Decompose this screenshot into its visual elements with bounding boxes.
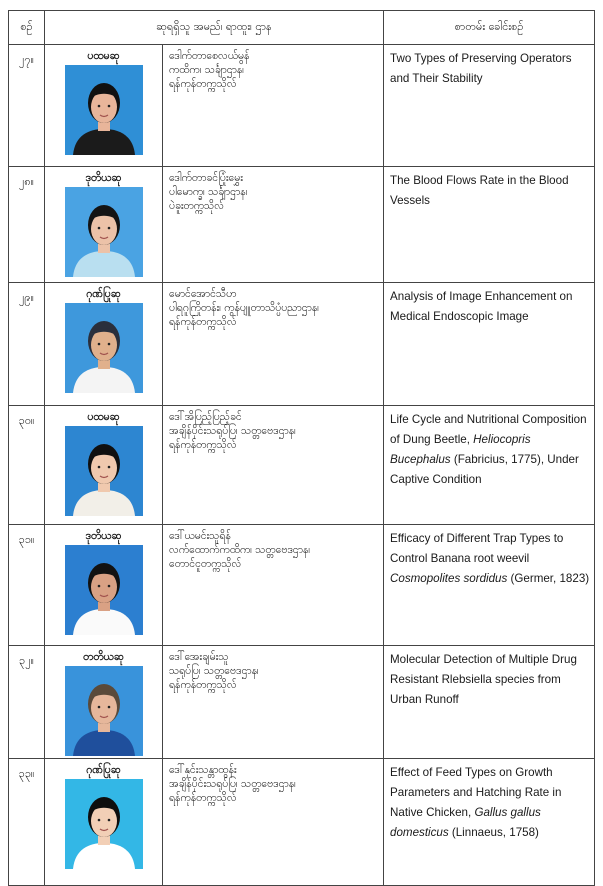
table-row <box>9 525 595 646</box>
header-title: စာတမ်း ခေါင်းစဉ် <box>384 11 595 45</box>
title-part: Effect of Feed Types on Growth Parameters and Hatching Rate in Native Chicken, <box>390 766 562 819</box>
winner-position: ပါမောက္ခ၊ သင်္ချာဌာန၊ <box>169 186 248 198</box>
winner-portrait <box>65 187 143 277</box>
winner-university: ရန်ကုန်တက္ကသိုလ် <box>169 792 237 804</box>
winner-photo-cell <box>45 167 163 283</box>
prize-label: ဒုတိယဆု <box>85 172 122 184</box>
winner-name: ဒေါက်တာစေလယ်မွန် <box>169 50 250 62</box>
winner-info-cell <box>163 406 384 525</box>
winner-university: ရန်ကုန်တက္ကသိုလ် <box>169 78 237 90</box>
paper-title <box>384 406 595 525</box>
table-row <box>9 45 595 167</box>
prize-label: ဂုဏ်ပြုဆု <box>86 764 121 776</box>
title-part: Gallus gallus domesticus <box>390 806 541 839</box>
title-part: Cosmopolites sordidus <box>390 572 508 585</box>
winner-position: အချိန်ပိုင်းသရုပ်ပြ၊ သတ္တဗေဒဌာန၊ <box>169 778 296 790</box>
header-no: စဉ် <box>9 11 45 45</box>
title-part: (Germer, 1823) <box>507 572 590 585</box>
winner-university: ရန်ကုန်တက္ကသိုလ် <box>169 439 237 451</box>
winner-position: ကထိက၊ သင်္ချာဌာန၊ <box>169 64 244 76</box>
winner-portrait <box>65 65 143 155</box>
row-number: ၃၀။ <box>9 406 45 525</box>
winner-name: ဒေါ်အေးချမ်းသူ <box>169 651 229 663</box>
winner-name: မောင်အောင်သီဟ <box>169 288 237 300</box>
winner-portrait <box>65 666 143 756</box>
winner-portrait <box>65 545 143 635</box>
paper-title <box>384 759 595 886</box>
winner-photo-cell <box>45 283 163 406</box>
winner-university: ပဲခူးတက္ကသိုလ် <box>169 200 225 212</box>
winner-name: ဒေါက်တာခင်ပြုံးမွှေး <box>169 172 243 184</box>
title-part: Analysis of Image Enhancement on Medical Endoscopic Image <box>390 290 573 323</box>
winner-portrait <box>65 779 143 869</box>
winner-info-cell <box>163 283 384 406</box>
prize-label: တတိယဆု <box>83 651 124 663</box>
row-number: ၃၃။ <box>9 759 45 886</box>
winner-photo-cell <box>45 525 163 646</box>
winner-position: အချိန်ပိုင်းသရုပ်ပြ၊ သတ္တဗေဒဌာန၊ <box>169 425 296 437</box>
row-number: ၃၁။ <box>9 525 45 646</box>
title-part: Life Cycle and Nutritional Composition of Dung Beetle, <box>390 413 587 446</box>
prize-label: ဂုဏ်ပြုဆု <box>86 288 121 300</box>
winner-photo-cell <box>45 406 163 525</box>
header-winner: ဆုရရှိသူ အမည်၊ ရာထူး၊ ဌာန <box>45 11 384 45</box>
row-number: ၂၉။ <box>9 283 45 406</box>
prize-label: ပထမဆု <box>87 50 120 62</box>
paper-title <box>384 45 595 167</box>
winner-info-cell <box>163 167 384 283</box>
winner-position: သရုပ်ပြ၊ သတ္တဗေဒဌာန၊ <box>169 665 259 677</box>
winner-photo-cell <box>45 45 163 167</box>
title-part: Efficacy of Different Trap Types to Control Banana root weevil <box>390 532 564 565</box>
winner-photo-cell <box>45 759 163 886</box>
winner-name: ဒေါ်နှင်းသန္တာထွန်း <box>169 764 237 776</box>
title-part: Molecular Detection of Multiple Drug Resistant Rlebsiella species from Urban Runoff <box>390 653 577 706</box>
winner-info-cell <box>163 525 384 646</box>
winner-name: ဒေါ်ယမင်းသူရိန် <box>169 530 231 542</box>
prize-label: ပထမဆု <box>87 411 120 423</box>
awards-table <box>8 10 595 886</box>
winner-position: လက်ထောက်ကထိက၊ သတ္တဗေဒဌာန၊ <box>169 544 311 556</box>
paper-title <box>384 283 595 406</box>
table-row <box>9 283 595 406</box>
winner-photo-cell <box>45 646 163 759</box>
title-part: (Fabricius, 1775), Under Captive Condition <box>390 453 579 486</box>
table-row <box>9 646 595 759</box>
title-part: The Blood Flows Rate in the Blood Vessels <box>390 174 569 207</box>
table-row <box>9 759 595 886</box>
winner-university: ရန်ကုန်တက္ကသိုလ် <box>169 679 237 691</box>
title-part: (Linnaeus, 1758) <box>448 826 539 839</box>
row-number: ၃၂။ <box>9 646 45 759</box>
winner-info-cell <box>163 45 384 167</box>
winner-portrait <box>65 303 143 393</box>
row-number: ၂၇။ <box>9 45 45 167</box>
title-part: Heliocopris Bucephalus <box>390 433 531 466</box>
winner-university: တောင်ငူတက္ကသိုလ် <box>169 558 242 570</box>
table-row <box>9 406 595 525</box>
table-row <box>9 167 595 283</box>
winner-university: ရန်ကုန်တက္ကသိုလ် <box>169 316 237 328</box>
table-header-row <box>9 11 595 45</box>
paper-title <box>384 525 595 646</box>
winner-info-cell <box>163 646 384 759</box>
paper-title <box>384 167 595 283</box>
winner-portrait <box>65 426 143 516</box>
winner-position: ပါရဂူကြိုတန်း၊ ကွန်ပျူတာသိပ္ပံပညာဌာန၊ <box>169 302 319 314</box>
winner-info-cell <box>163 759 384 886</box>
paper-title <box>384 646 595 759</box>
title-part: Two Types of Preserving Operators and Their Stability <box>390 52 572 85</box>
winner-name: ဒေါ်အိပြည့်ပြည့်ခင် <box>169 411 242 423</box>
prize-label: ဒုတိယဆု <box>85 530 122 542</box>
row-number: ၂၈။ <box>9 167 45 283</box>
